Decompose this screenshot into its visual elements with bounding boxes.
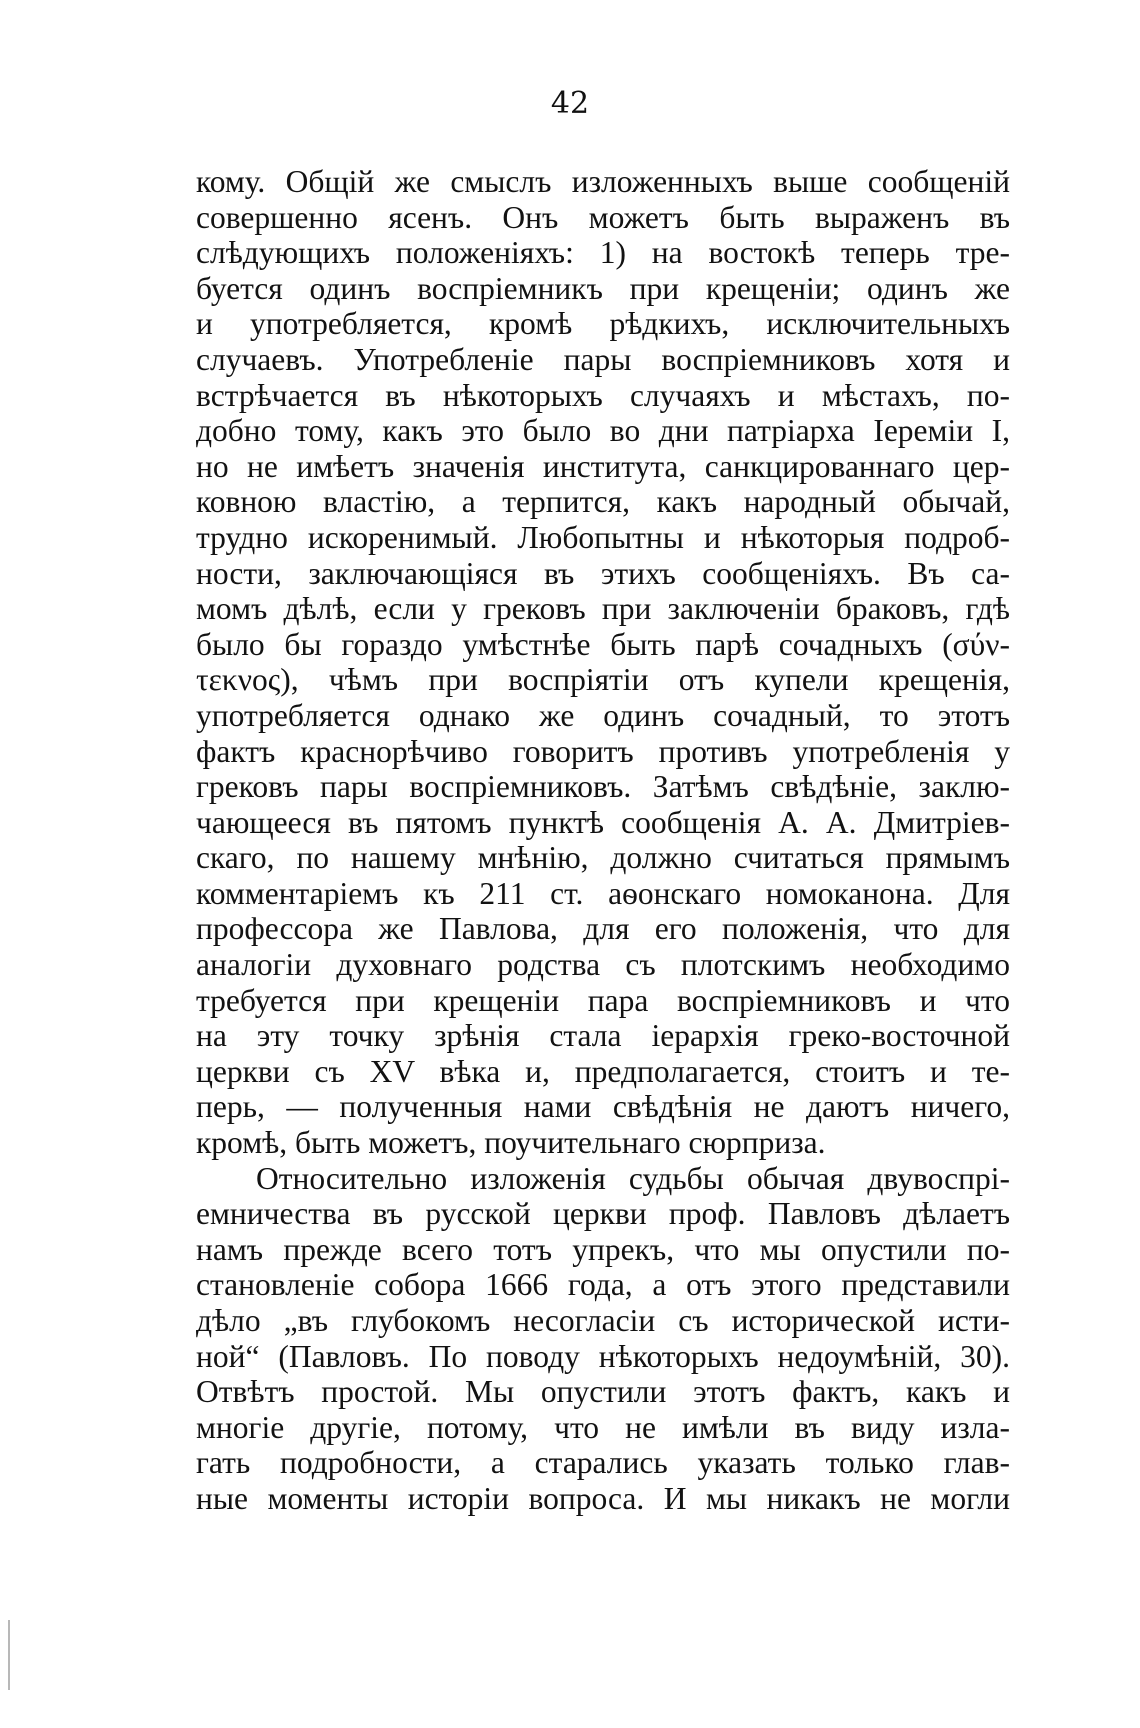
text-line: чающееся въ пятомъ пунктѣ сообщенія А. А. Дмитріев- <box>196 804 1010 840</box>
text-line: фактъ краснорѣчиво говоритъ противъ употребленія у <box>196 733 1010 769</box>
text-line: случаевъ. Употребленіе пары воспріемниковъ хотя и <box>196 341 1010 377</box>
text-line: но не имѣетъ значенія института, санкцированнаго цер- <box>196 448 1010 484</box>
text-line: слѣдующихъ положеніяхъ: 1) на востокѣ теперь тре- <box>196 235 1010 271</box>
text-line: буется одинъ воспріемникъ при крещеніи; одинъ же <box>196 270 1010 306</box>
text-line: намъ прежде всего тотъ упрекъ, что мы опустили по- <box>196 1231 1010 1267</box>
text-line: многіе другіе, потому, что не имѣли въ виду изла- <box>196 1409 1010 1445</box>
text-line: ной“ (Павловъ. По поводу нѣкоторыхъ недоумѣній, 30). <box>196 1338 1010 1374</box>
body-text <box>196 164 1010 1517</box>
text-line: требуется при крещеніи пара воспріемниковъ и что <box>196 982 1010 1018</box>
paragraph-1 <box>196 164 1010 1161</box>
text-line: употребляется однако же одинъ сочадный, то этотъ <box>196 697 1010 733</box>
text-line: ковною властію, а терпится, какъ народный обычай, <box>196 484 1010 520</box>
text-line: грековъ пары воспріемниковъ. Затѣмъ свѣдѣніе, заклю- <box>196 769 1010 805</box>
text-line: на эту точку зрѣнія стала іерархія греко-восточной <box>196 1018 1010 1054</box>
text-line: трудно искоренимый. Любопытны и нѣкоторыя подроб- <box>196 519 1010 555</box>
text-line: кромѣ, быть можетъ, поучительнаго сюрприза. <box>196 1125 826 1161</box>
text-line: совершенно ясенъ. Онъ можетъ быть выраженъ въ <box>196 199 1010 235</box>
text-line: Относительно изложенія судьбы обычая двувоспрі- <box>256 1160 1010 1196</box>
text-line: встрѣчается въ нѣкоторыхъ случаяхъ и мѣстахъ, по- <box>196 377 1010 413</box>
text-line: кому. Общій же смыслъ изложенныхъ выше сообщеній <box>196 164 1010 199</box>
text-line: аналогіи духовнаго родства съ плотскимъ необходимо <box>196 947 1010 983</box>
text-line: емничества въ русской церкви проф. Павловъ дѣлаетъ <box>196 1196 1010 1232</box>
text-line: добно тому, какъ это было во дни патріарха Іереміи I, <box>196 413 1010 449</box>
text-line: Отвѣтъ простой. Мы опустили этотъ фактъ, какъ и <box>196 1374 1010 1410</box>
text-line: становленіе собора 1666 года, а отъ этого представили <box>196 1267 1010 1303</box>
text-line: дѣло „въ глубокомъ несогласіи съ исторической исти- <box>196 1303 1010 1338</box>
text-line: τεκνος), чѣмъ при воспріятіи отъ купели крещенія, <box>196 662 1010 698</box>
paragraph-2 <box>196 1161 1010 1517</box>
text-line: и употребляется, кромѣ рѣдкихъ, исключительныхъ <box>196 306 1010 342</box>
text-line: было бы гораздо умѣстнѣе быть парѣ сочадныхъ (σύν- <box>196 626 1010 662</box>
text-line: момъ дѣлѣ, если у грековъ при заключеніи браковъ, гдѣ <box>196 591 1010 627</box>
text-line: комментаріемъ къ 211 ст. аѳонскаго номоканона. Для <box>196 875 1010 911</box>
text-line: скаго, по нашему мнѣнію, должно считаться прямымъ <box>196 840 1010 876</box>
text-line: церкви съ XV вѣка и, предполагается, стоитъ и те- <box>196 1053 1010 1089</box>
text-line: профессора же Павлова, для его положенія, что для <box>196 911 1010 947</box>
text-line: гать подробности, а старались указать только глав- <box>196 1445 1010 1481</box>
text-line: ные моменты исторіи вопроса. И мы никакъ не могли <box>196 1480 1010 1516</box>
page-number: 42 <box>550 86 590 121</box>
scan-edge-mark <box>8 1620 10 1690</box>
text-line: ности, заключающіяся въ этихъ сообщеніяхъ. Въ са- <box>196 555 1010 591</box>
text-line: перь, — полученныя нами свѣдѣнія не даютъ ничего, <box>196 1089 1010 1125</box>
